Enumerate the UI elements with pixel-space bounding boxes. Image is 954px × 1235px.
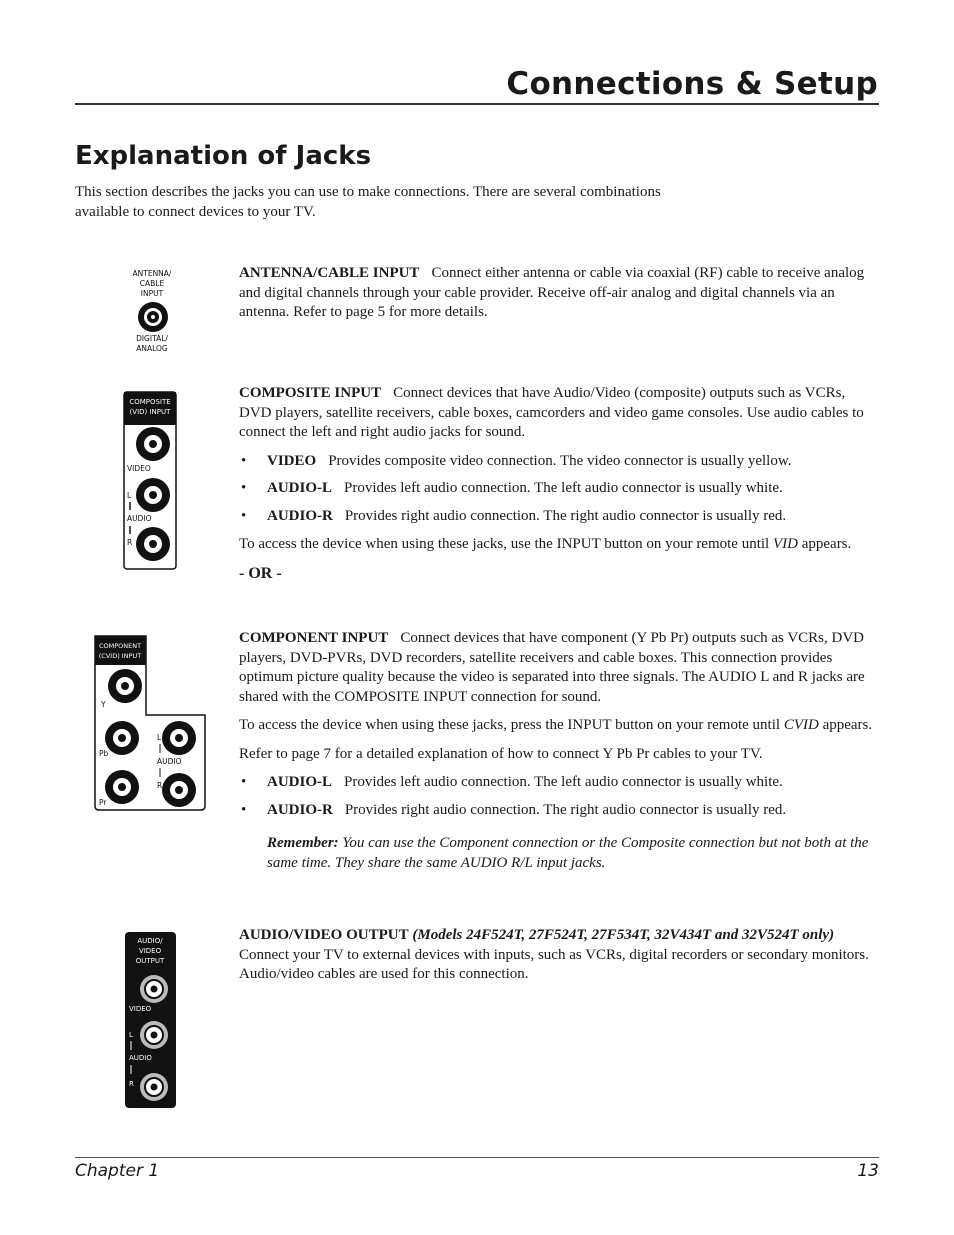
- component-bullet-audio-r: • AUDIO-R Provides right audio connection. The right audio connector is usually red.: [239, 801, 880, 821]
- or-separator: - OR -: [239, 564, 282, 582]
- component-jack-diagram: [93, 634, 209, 814]
- component-access-note: To access the device when using these jacks, press the INPUT button on your remote until CVID appears.: [239, 717, 873, 733]
- av-l-label: L: [129, 1031, 133, 1039]
- antenna-block: [239, 264, 880, 332]
- antenna-label-5: ANALOG: [136, 344, 168, 353]
- header-rule: [75, 103, 879, 105]
- component-title-1: COMPONENT: [98, 642, 142, 650]
- antenna-label-3: INPUT: [140, 289, 164, 298]
- footer-rule: [75, 1157, 879, 1158]
- component-audio-l-jack-icon: [162, 721, 196, 755]
- av-audio-l-jack-icon: [140, 1021, 168, 1049]
- header-title: Connections & Setup: [506, 66, 878, 102]
- component-title-2: (CVID) INPUT: [98, 652, 142, 660]
- coax-jack-icon: [138, 302, 168, 332]
- component-pr-label: Pr: [99, 798, 107, 807]
- composite-l-label: L: [127, 491, 132, 500]
- audio-r-jack-icon: [136, 527, 170, 561]
- composite-jack-diagram: [122, 391, 178, 571]
- av-title-1: AUDIO/: [137, 937, 163, 945]
- av-output-jack-diagram: [123, 931, 178, 1111]
- pb-jack-icon: [105, 721, 139, 755]
- antenna-label-4: DIGITAL/: [136, 334, 168, 343]
- av-output-models: (Models 24F524T, 27F524T, 27F534T, 32V434T and 32V524T only): [412, 927, 835, 943]
- composite-bullet-video: • VIDEO Provides composite video connection. The video connector is usually yellow.: [239, 452, 880, 472]
- component-refer-note: Refer to page 7 for a detailed explanation of how to connect Y Pb Pr cables to your TV.: [239, 745, 763, 762]
- component-r-label: R: [157, 781, 163, 790]
- composite-r-label: R: [127, 538, 133, 547]
- composite-audio-label: AUDIO: [127, 514, 152, 523]
- component-text: Connect devices that have component (Y Pb Pr) outputs such as VCRs, DVD players, DVD-PVRs, DVD recorders, satellite receivers and cable boxes. This connection provides optimum picture quality because the video is separated into three signals. The AUDIO L and R jacks are shared with the COMPOSITE INPUT connection for sound.: [239, 630, 865, 705]
- component-bullet-audio-l: • AUDIO-L Provides left audio connection. The left audio connector is usually white.: [239, 773, 880, 793]
- av-video-label: VIDEO: [129, 1005, 152, 1013]
- component-audio-label: AUDIO: [157, 757, 182, 766]
- audio-l-jack-icon: [136, 478, 170, 512]
- composite-access-note: To access the device when using these jacks, use the INPUT button on your remote until VID appears.: [239, 536, 852, 552]
- pr-jack-icon: [105, 770, 139, 804]
- component-bullets: [239, 773, 880, 820]
- remember-note: Remember: You can use the Component connection or the Composite connection but not both at the same time. They share the same AUDIO R/L input jacks.: [267, 835, 869, 871]
- composite-bullet-audio-l: • AUDIO-L Provides left audio connection. The left audio connector is usually white.: [239, 479, 880, 499]
- antenna-label: ANTENNA/CABLE INPUT: [239, 265, 420, 281]
- av-audio-label: AUDIO: [129, 1054, 152, 1062]
- component-audio-r-jack-icon: [162, 773, 196, 807]
- footer-chapter: Chapter 1: [75, 1161, 160, 1181]
- av-audio-r-jack-icon: [140, 1073, 168, 1101]
- av-r-label: R: [129, 1080, 134, 1088]
- component-pb-label: Pb: [99, 749, 109, 758]
- composite-title-2: (VID) INPUT: [129, 408, 171, 416]
- av-output-text: Connect your TV to external devices with inputs, such as VCRs, digital recorders or secondary monitors. Audio/video cables are used for this connection.: [239, 946, 869, 982]
- intro-paragraph: This section describes the jacks you can use to make connections. There are several combinations available to connect devices to your TV.: [75, 184, 661, 220]
- composite-label: COMPOSITE INPUT: [239, 385, 382, 401]
- component-label: COMPONENT INPUT: [239, 630, 389, 646]
- component-l-label: L: [157, 733, 162, 742]
- av-title-3: OUTPUT: [135, 957, 165, 965]
- av-output-block: [239, 926, 880, 994]
- av-output-label: AUDIO/VIDEO OUTPUT: [239, 927, 409, 943]
- antenna-jack-diagram: [120, 265, 184, 360]
- composite-video-label: VIDEO: [127, 464, 151, 473]
- antenna-text: Connect either antenna or cable via coaxial (RF) cable to receive analog and digital channels through your cable provider. Receive off-air analog and digital channels via an antenna. Refer to page 5 for more details.: [239, 265, 865, 320]
- av-video-jack-icon: [140, 975, 168, 1003]
- composite-bullet-audio-r: • AUDIO-R Provides right audio connection. The right audio connector is usually red.: [239, 507, 880, 527]
- av-title-2: VIDEO: [138, 947, 162, 955]
- video-jack-icon: [136, 427, 170, 461]
- composite-text: Connect devices that have Audio/Video (composite) outputs such as VCRs, DVD players, satellite receivers, cable boxes, camcorders and video game consoles. Use audio cables to connect the left and right audio jacks for sound.: [239, 385, 864, 440]
- antenna-label-1: ANTENNA/: [132, 269, 172, 278]
- composite-bullets: [239, 452, 880, 527]
- y-jack-icon: [108, 669, 142, 703]
- page-number: 13: [857, 1161, 879, 1181]
- page-title: Explanation of Jacks: [75, 141, 372, 171]
- composite-block: [239, 384, 880, 583]
- component-block: [239, 629, 880, 873]
- antenna-label-2: CABLE: [139, 279, 165, 288]
- component-y-label: Y: [101, 700, 106, 709]
- composite-title-1: COMPOSITE: [129, 398, 171, 406]
